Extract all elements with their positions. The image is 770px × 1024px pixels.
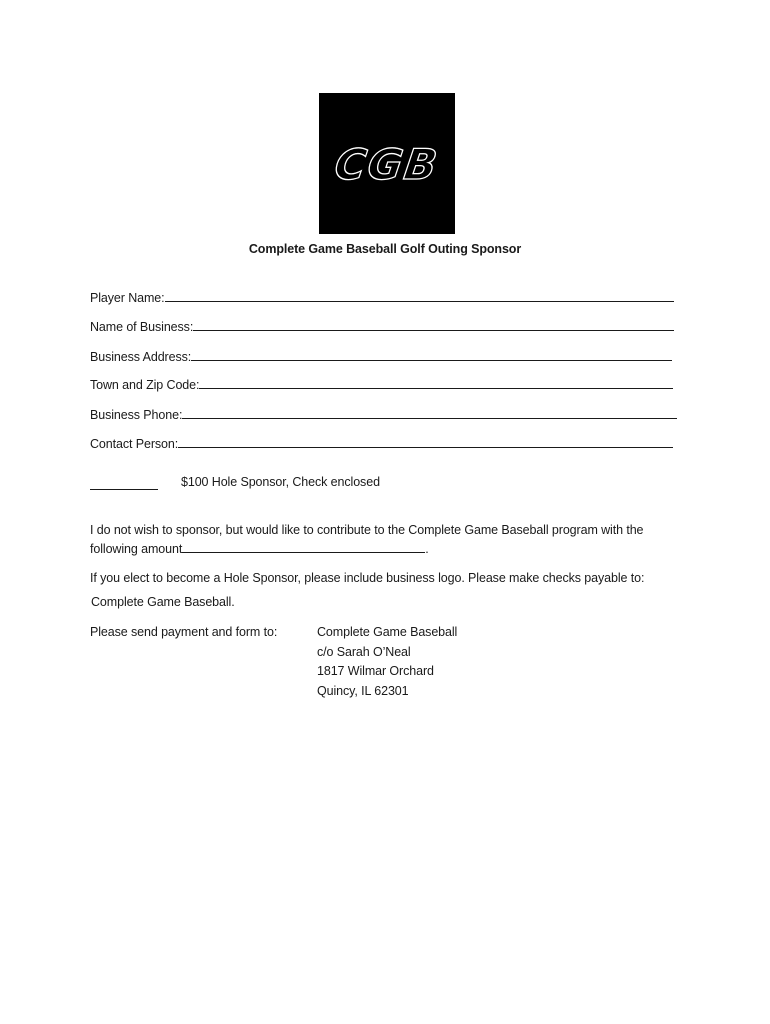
- town-zip-field[interactable]: [90, 377, 680, 393]
- business-phone-label: Business Phone:: [90, 408, 183, 422]
- business-name-label: Name of Business:: [90, 320, 194, 334]
- town-zip-blank[interactable]: [199, 377, 673, 389]
- cgb-logo-graphic: [319, 93, 455, 234]
- business-phone-field[interactable]: [90, 407, 680, 423]
- address-line-1: Complete Game Baseball: [317, 625, 458, 639]
- contact-person-label: Contact Person:: [90, 437, 179, 451]
- send-payment-label: Please send payment and form to:: [90, 625, 278, 639]
- address-line-3: 1817 Wilmar Orchard: [317, 664, 434, 678]
- contribute-amount-label: following amount: [90, 542, 183, 556]
- svg-text:CGB: CGB: [331, 140, 443, 189]
- sponsor-check-blank[interactable]: [90, 478, 158, 490]
- business-name-field[interactable]: [90, 319, 680, 335]
- mailing-address: [317, 623, 457, 701]
- contribute-text-line1: I do not wish to sponsor, but would like to contribute to the Complete Game Baseball program with the: [90, 523, 644, 537]
- business-address-field[interactable]: [90, 349, 680, 365]
- sponsor-option-text: $100 Hole Sponsor, Check enclosed: [181, 475, 380, 489]
- contribute-amount-blank[interactable]: [182, 540, 425, 553]
- logo-note-text: If you elect to become a Hole Sponsor, please include business logo. Please make checks payable to:: [90, 571, 645, 585]
- contact-person-blank[interactable]: [178, 436, 673, 448]
- player-name-field[interactable]: [90, 290, 680, 306]
- business-name-blank[interactable]: [193, 319, 674, 331]
- player-name-label: Player Name:: [90, 291, 165, 305]
- address-line-4: Quincy, IL 62301: [317, 683, 409, 698]
- player-name-blank[interactable]: [165, 290, 674, 302]
- town-zip-label: Town and Zip Code:: [90, 378, 200, 392]
- contact-person-field[interactable]: [90, 436, 680, 452]
- business-address-label: Business Address:: [90, 350, 192, 364]
- payable-to-text: Complete Game Baseball.: [91, 595, 235, 609]
- contribute-period: .: [425, 542, 429, 556]
- contribute-text-line2: [90, 540, 429, 559]
- business-address-blank[interactable]: [191, 349, 672, 361]
- address-line-2: c/o Sarah O’Neal: [317, 644, 411, 659]
- cgb-logo: [319, 93, 455, 234]
- business-phone-blank[interactable]: [182, 407, 677, 419]
- form-title: Complete Game Baseball Golf Outing Sponsor: [248, 242, 522, 256]
